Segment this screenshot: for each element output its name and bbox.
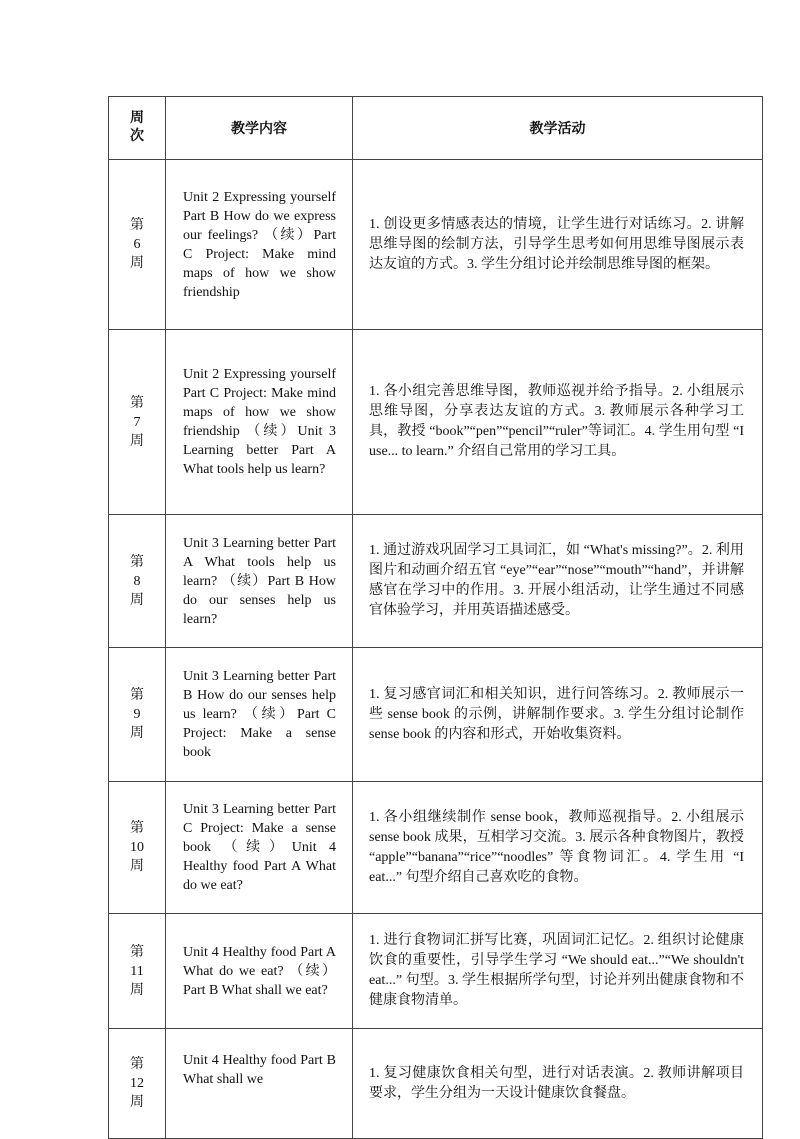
activities-cell: 1. 创设更多情感表达的情境，让学生进行对话练习。2. 讲解思维导图的绘制方法，引导学生思考如何用思维导图展示表达友谊的方式。3. 学生分组讨论并绘制思维导图的框架。	[353, 160, 763, 330]
week-cell: 第 12 周	[109, 1029, 166, 1139]
header-week: 周 次	[109, 97, 166, 160]
week-cell: 第 11 周	[109, 914, 166, 1029]
header-activities: 教学活动	[353, 97, 763, 160]
activities-cell: 1. 各小组继续制作 sense book，教师巡视指导。2. 小组展示 sense book 成果，互相学习交流。3. 展示各种食物图片，教授 “apple”“banana”“rice”“noodles” 等食物词汇。4. 学生用 “I eat...” 句型介绍自己喜欢吃的食物。	[353, 782, 763, 914]
content-cell: Unit 2 Expressing yourself Part B How do we express our feelings? （续）Part C Project: Make mind maps of how we show friendship	[166, 160, 353, 330]
content-cell: Unit 2 Expressing yourself Part C Project: Make mind maps of how we show friendship （续）Unit 3 Learning better Part A What tools help us learn?	[166, 330, 353, 515]
content-cell: Unit 3 Learning better Part A What tools help us learn? （续）Part B How do our senses help us learn?	[166, 515, 353, 648]
table-row	[109, 648, 763, 782]
activities-cell: 1. 复习感官词汇和相关知识，进行问答练习。2. 教师展示一些 sense book 的示例，讲解制作要求。3. 学生分组讨论制作 sense book 的内容和形式，开始收集资料。	[353, 648, 763, 782]
teaching-plan-table	[108, 96, 763, 1139]
week-cell: 第 6 周	[109, 160, 166, 330]
week-cell: 第 8 周	[109, 515, 166, 648]
content-cell: Unit 4 Healthy food Part A What do we eat? （续）Part B What shall we eat?	[166, 914, 353, 1029]
content-cell: Unit 3 Learning better Part B How do our senses help us learn? （续）Part C Project: Make a sense book	[166, 648, 353, 782]
table-row	[109, 515, 763, 648]
content-cell: Unit 3 Learning better Part C Project: Make a sense book （续）Unit 4 Healthy food Part A What do we eat?	[166, 782, 353, 914]
week-cell: 第 7 周	[109, 330, 166, 515]
activities-cell: 1. 通过游戏巩固学习工具词汇，如 “What's missing?”。2. 利用图片和动画介绍五官 “eye”“ear”“nose”“mouth”“hand”，并讲解感官在学习中的作用。3. 开展小组活动，让学生通过不同感官体验学习，并用英语描述感受。	[353, 515, 763, 648]
week-cell: 第 10 周	[109, 782, 166, 914]
header-content: 教学内容	[166, 97, 353, 160]
table-row	[109, 330, 763, 515]
table-row	[109, 782, 763, 914]
week-cell: 第 9 周	[109, 648, 166, 782]
activities-cell: 1. 进行食物词汇拼写比赛，巩固词汇记忆。2. 组织讨论健康饮食的重要性，引导学生学习 “We should eat...”“We shouldn't eat...” 句型。3. 学生根据所学句型，讨论并列出健康食物和不健康食物清单。	[353, 914, 763, 1029]
activities-cell: 1. 各小组完善思维导图，教师巡视并给予指导。2. 小组展示思维导图，分享表达友谊的方式。3. 教师展示各种学习工具，教授 “book”“pen”“pencil”“ruler”等词汇。4. 学生用句型 “I use... to learn.” 介绍自己常用的学习工具。	[353, 330, 763, 515]
content-cell: Unit 4 Healthy food Part B What shall we	[166, 1029, 353, 1139]
activities-cell: 1. 复习健康饮食相关句型，进行对话表演。2. 教师讲解项目要求，学生分组为一天设计健康饮食餐盘。	[353, 1029, 763, 1139]
table-row	[109, 1029, 763, 1139]
table-row	[109, 160, 763, 330]
header-row	[109, 97, 763, 160]
table-row	[109, 914, 763, 1029]
